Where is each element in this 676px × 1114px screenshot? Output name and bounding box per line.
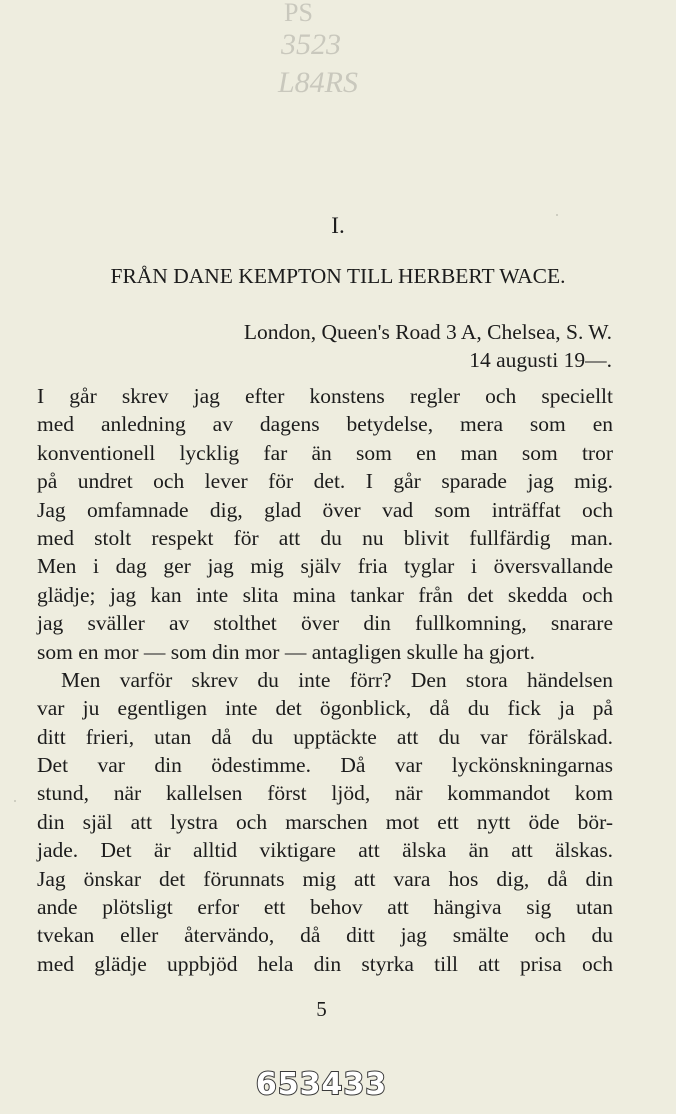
body-line: Jag önskar det förunnats mig att vara hos dig, då din	[37, 866, 613, 891]
body-line: Men varför skrev du inte förr? Den stora händelsen	[61, 667, 613, 692]
body-line: Det var din ödestimme. Då var lyckönskningarnas	[37, 753, 613, 778]
letter-heading: FRÅN DANE KEMPTON TILL HERBERT WACE.	[110, 264, 566, 288]
body-line: Men i dag ger jag mig själv fria tyglar i översvallande	[37, 554, 613, 579]
body-line: ditt frieri, utan då du upptäckte att du var förälskad.	[37, 724, 613, 749]
page-number: 5	[316, 997, 327, 1021]
body-line: I går skrev jag efter konstens regler och speciellt	[37, 384, 613, 408]
body-line: glädje; jag kan inte slita mina tankar från det skedda och	[37, 582, 613, 607]
body-line: med glädje uppbjöd hela din styrka till att prisa och	[37, 951, 613, 976]
body-line: din själ att lystra och marschen mot ett nytt öde bör-	[37, 809, 613, 834]
body-line: Jag omfamnade dig, glad över vad som inträffat och	[37, 497, 613, 522]
body-line: var ju egentligen inte det ögonblick, då du fick ja på	[37, 696, 613, 721]
body-line: jag sväller av stolthet över din fullkomning, snarare	[37, 611, 613, 636]
accession-number: 653433	[255, 1067, 388, 1102]
paper-speck	[14, 800, 16, 802]
body-line: med stolt respekt för att du nu blivit fullfärdig man.	[37, 525, 613, 550]
body-line: som en mor — som din mor — antagligen skulle ha gjort.	[37, 639, 536, 664]
call-number-line-2: 3523	[281, 28, 341, 61]
body-line: ande plötsligt erfor ett behov att hängiva sig utan	[37, 895, 613, 920]
body-line: på undret och lever för det. I går sparade jag mig.	[37, 469, 613, 494]
body-line: stund, när kallelsen först ljöd, när kommandot kom	[37, 781, 613, 806]
letter-body	[37, 382, 613, 978]
body-line: jade. Det är alltid viktigare att älska än att älskas.	[37, 838, 613, 863]
call-number-line-1: PS	[284, 0, 313, 27]
body-line: med anledning av dagens betydelse, mera som en	[37, 412, 613, 437]
chapter-number: I.	[331, 213, 345, 238]
letter-date: 14 augusti 19—.	[469, 348, 612, 372]
letter-place: London, Queen's Road 3 A, Chelsea, S. W.	[243, 320, 612, 344]
body-line: konventionell lycklig far än som en man som tror	[37, 440, 613, 465]
body-line: tvekan eller återvändo, då ditt jag smälte och du	[37, 923, 613, 948]
call-number-line-3: L84RS	[278, 66, 359, 99]
